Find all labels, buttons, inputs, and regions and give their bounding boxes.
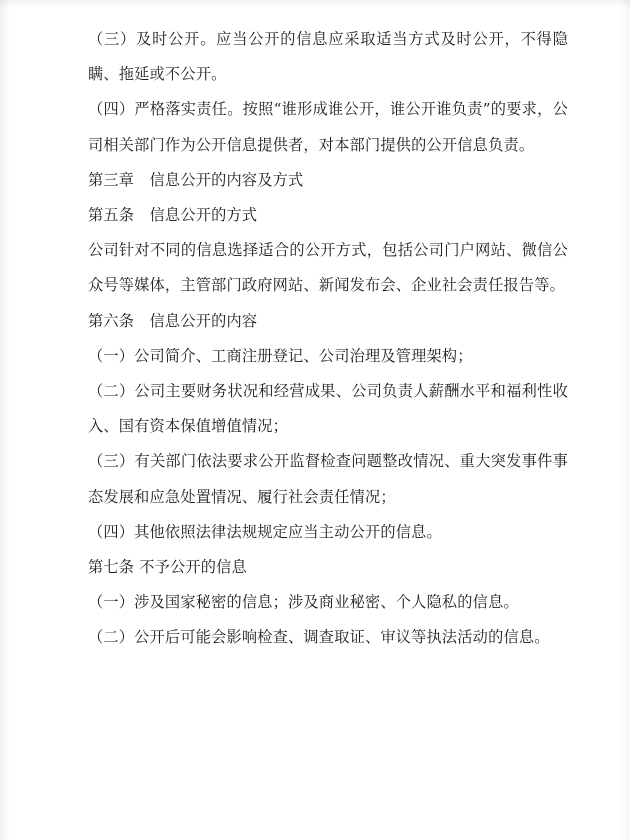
paragraph-article-six-item-1: （一）公司简介、工商注册登记、公司治理及管理架构； [88,346,473,365]
heading-article-five: 第五条 信息公开的方式 [88,206,258,225]
page-edge-shadow-left [0,0,10,840]
page-edge-shadow-right [620,0,630,840]
paragraph-timely-disclosure: （三）及时公开。应当公开的信息应采取适当方式及时公开，不得隐瞒、拖延或不公开。 [88,30,568,84]
heading-chapter-three: 第三章 信息公开的内容及方式 [88,170,304,189]
paragraph-article-six-item-2: （二）公司主要财务状况和经营成果、公司负责人薪酬水平和福利性收入、国有资本保值增值情况； [88,382,568,436]
heading-article-six: 第六条 信息公开的内容 [88,311,258,330]
paragraph-article-six-item-4: （四）其他依照法律法规规定应当主动公开的信息。 [88,522,442,541]
document-text-body [88,22,568,656]
paragraph-article-seven-item-2: （二）公开后可能会影响检查、调查取证、审议等执法活动的信息。 [88,628,550,647]
heading-article-seven: 第七条 不予公开的信息 [88,558,247,577]
paragraph-article-five-text: 公司针对不同的信息选择适合的公开方式，包括公司门户网站、微信公众号等媒体，主管部门政府网站、新闻发布会、企业社会责任报告等。 [88,241,568,295]
page-edge-shadow-top [0,0,630,8]
paragraph-article-six-item-3: （三）有关部门依法要求公开监督检查问题整改情况、重大突发事件事态发展和应急处置情况、履行社会责任情况； [88,452,568,506]
paragraph-strict-responsibility: （四）严格落实责任。按照“谁形成谁公开，谁公开谁负责”的要求，公司相关部门作为公开信息提供者，对本部门提供的公开信息负责。 [88,100,568,154]
paragraph-article-seven-item-1: （一）涉及国家秘密的信息；涉及商业秘密、个人隐私的信息。 [88,593,519,612]
